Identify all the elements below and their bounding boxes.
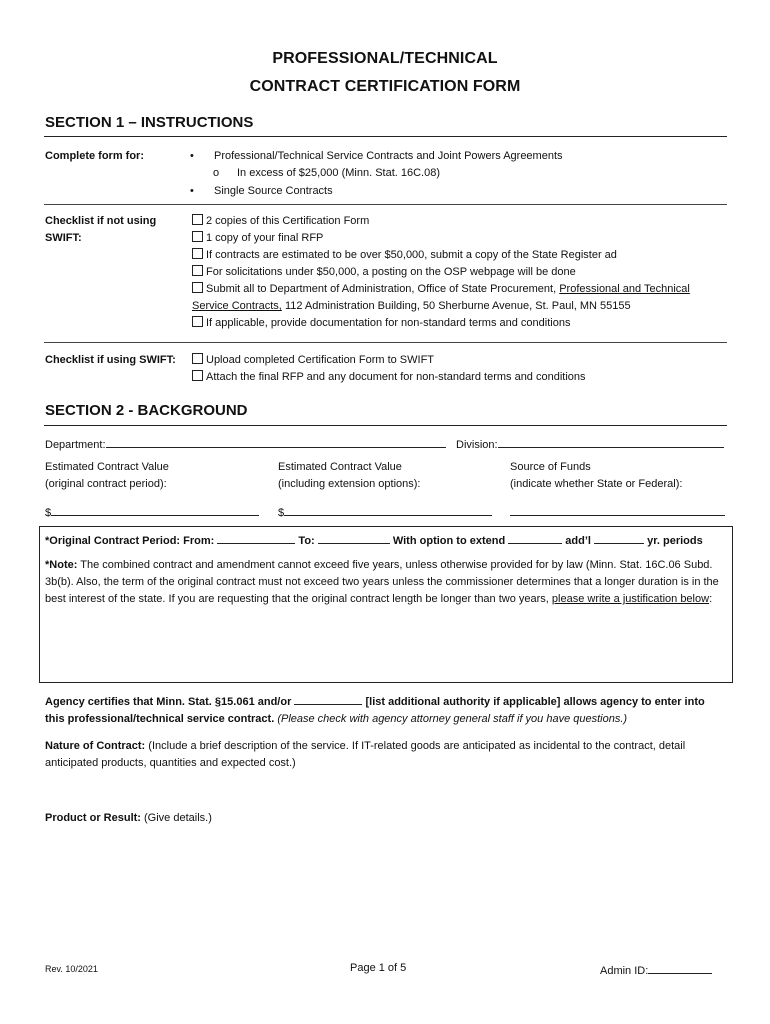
checklist-item[interactable]: 2 copies of this Certification Form [192, 213, 727, 230]
value-extension-field[interactable]: $ [278, 504, 492, 522]
bullet-icon: • [190, 150, 194, 162]
section-2-heading: SECTION 2 - BACKGROUND [45, 402, 248, 419]
extension-years-field[interactable] [594, 532, 644, 544]
admin-id-field[interactable] [648, 962, 712, 974]
checkbox-icon[interactable] [192, 265, 203, 276]
complete-item-3: • Single Source Contracts [190, 183, 333, 200]
contract-period-row: *Original Contract Period: From: To: With option to extend add’l yr. periods [45, 532, 703, 550]
source-of-funds-label: Source of Funds (indicate whether State or Federal): [510, 461, 683, 490]
section-1-rule [44, 136, 727, 137]
checklist-no-swift [192, 213, 727, 332]
checklist-no-swift-label: Checklist if not using SWIFT: [45, 215, 157, 244]
checklist-item[interactable]: 1 copy of your final RFP [192, 230, 727, 247]
agency-certification: Agency certifies that Minn. Stat. §15.061 and/or [list additional authority if applicable] allows agency to enter into this professional/technical service contract. (Please check with agency attorney general staff if you have questions.) [45, 693, 725, 728]
period-from-field[interactable] [217, 532, 295, 544]
checkbox-icon[interactable] [192, 214, 203, 225]
section-1-heading: SECTION 1 – INSTRUCTIONS [45, 114, 254, 131]
divider [44, 342, 727, 343]
product-or-result: Product or Result: (Give details.) [45, 812, 212, 824]
period-to-field[interactable] [318, 532, 390, 544]
checkbox-icon[interactable] [192, 231, 203, 242]
circle-bullet-icon: o [213, 167, 220, 179]
admin-id: Admin ID: [600, 962, 712, 977]
complete-item-1: • Professional/Technical Service Contracts and Joint Powers Agreements [190, 148, 563, 165]
checklist-item[interactable]: If applicable, provide documentation for non-standard terms and conditions [192, 315, 727, 332]
extension-count-field[interactable] [508, 532, 562, 544]
value-extension-label: Estimated Contract Value (including extension options): [278, 461, 421, 490]
checkbox-icon[interactable] [192, 316, 203, 327]
department-field[interactable] [106, 436, 446, 448]
psc-link[interactable]: Professional and Technical Service Contracts, [192, 283, 690, 312]
complete-item-2: o In excess of $25,000 (Minn. Stat. 16C.08) [213, 165, 440, 182]
department-row: Department: [45, 436, 446, 454]
section-2-rule [44, 425, 727, 426]
checkbox-icon[interactable] [192, 282, 203, 293]
division-row: Division: [456, 436, 724, 454]
source-of-funds-field[interactable] [510, 504, 725, 522]
checkbox-icon[interactable] [192, 353, 203, 364]
divider [44, 204, 727, 205]
checklist-item-submit[interactable]: Submit all to Department of Administration, Office of State Procurement, Professional and Technical Service Contracts, 112 Administration Building, 50 Sherburne Avenue, St. Paul, MN 55155 [192, 283, 690, 312]
form-title-line-1: PROFESSIONAL/TECHNICAL [272, 50, 498, 67]
bullet-icon: • [190, 185, 194, 197]
complete-form-label: Complete form for: [45, 150, 144, 162]
form-title-line-2: CONTRACT CERTIFICATION FORM [249, 78, 521, 95]
value-original-field[interactable]: $ [45, 504, 259, 522]
checklist-item[interactable]: Upload completed Certification Form to SWIFT [192, 352, 586, 369]
value-original-label: Estimated Contract Value (original contract period): [45, 461, 169, 490]
checklist-swift [192, 352, 586, 386]
additional-authority-field[interactable] [294, 693, 362, 705]
page-number: Page 1 of 5 [350, 962, 407, 974]
revision-date: Rev. 10/2021 [45, 964, 98, 974]
checklist-item[interactable]: If contracts are estimated to be over $50,000, submit a copy of the State Register ad [192, 247, 727, 264]
note-paragraph: *Note: The combined contract and amendment cannot exceed five years, unless otherwise provided for by law (Minn. Stat. 16C.06 Subd. 3b(b). Also, the term of the original contract must not exceed two years unless the commissioner determines that a longer duration is in the best interest of the state. If you are requesting that the original contract length be longer than two years, please write a justification below: [45, 559, 719, 605]
checklist-item[interactable]: For solicitations under $50,000, a posting on the OSP webpage will be done [192, 264, 727, 281]
checkbox-icon[interactable] [192, 370, 203, 381]
checklist-swift-label: Checklist if using SWIFT: [45, 354, 176, 366]
checkbox-icon[interactable] [192, 248, 203, 259]
division-field[interactable] [498, 436, 724, 448]
checklist-item[interactable]: Attach the final RFP and any document for non-standard terms and conditions [192, 369, 586, 386]
nature-of-contract: Nature of Contract: (Include a brief description of the service. If IT-related goods are anticipated as incidental to the contract, detail anticipated products, quantities and expected cost.) [45, 740, 686, 769]
